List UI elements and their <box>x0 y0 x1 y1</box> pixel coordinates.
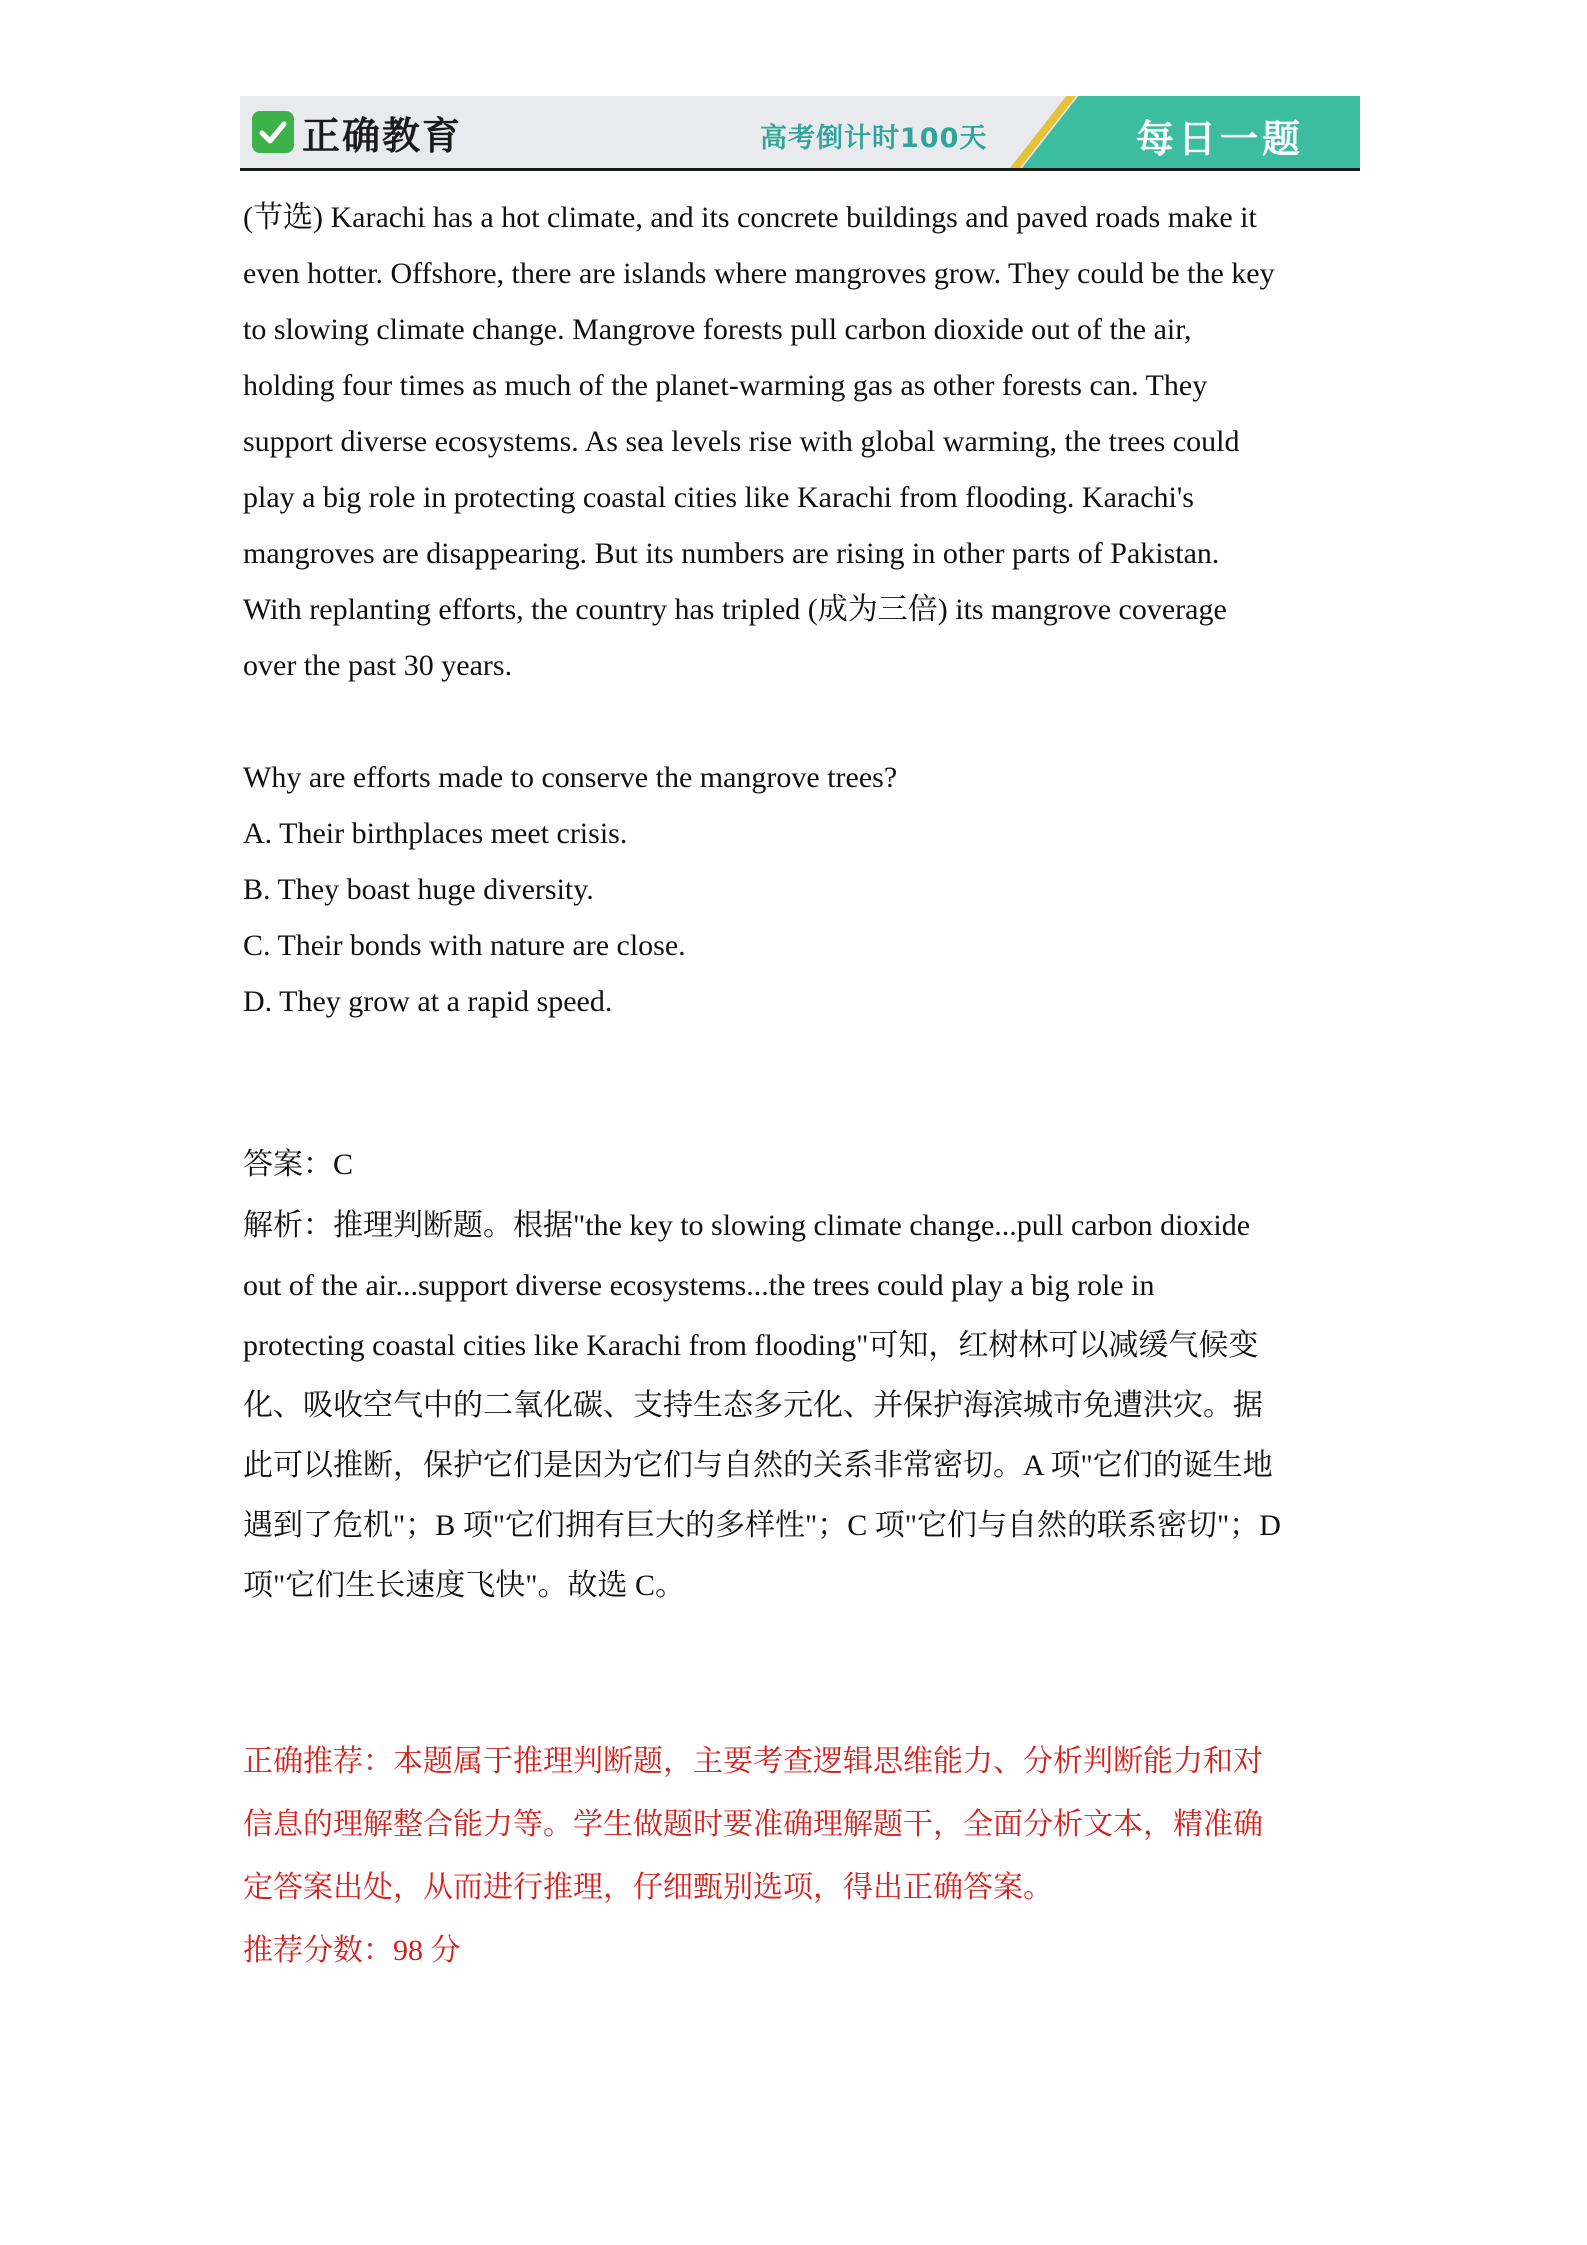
passage-line: support diverse ecosystems. As sea levels rise with global warming, the trees could <box>243 425 1240 458</box>
brand-name: 正确教育 <box>302 113 463 158</box>
analysis-line: out of the air...support diverse ecosystems...the trees could play a big role in <box>243 1269 1155 1302</box>
passage-line: over the past 30 years. <box>243 649 513 682</box>
passage-line: mangroves are disappearing. But its numbers are rising in other parts of Pakistan. <box>243 537 1220 570</box>
recommendation-block <box>243 1730 1363 1982</box>
question-stem: Why are efforts made to conserve the mangrove trees? <box>243 761 898 794</box>
reading-passage <box>243 190 1363 694</box>
analysis-line: protecting coastal cities like Karachi from flooding"可知，红树林可以减缓气候变 <box>243 1329 1259 1362</box>
analysis-block <box>243 1196 1363 1616</box>
analysis-line: 此可以推断，保护它们是因为它们与自然的关系非常密切。A 项"它们的诞生地 <box>243 1449 1273 1482</box>
analysis-line: 解析：推理判断题。根据"the key to slowing climate change...pull carbon dioxide <box>243 1209 1251 1242</box>
analysis-line: 化、吸收空气中的二氧化碳、支持生态多元化、并保护海滨城市免遭洪灾。据 <box>243 1389 1263 1422</box>
passage-line: even hotter. Offshore, there are islands where mangroves grow. They could be the key <box>243 257 1275 290</box>
header-divider <box>240 168 1360 171</box>
passage-line: With replanting efforts, the country has tripled (成为三倍) its mangrove coverage <box>243 593 1227 626</box>
recommended-score: 推荐分数：98 分 <box>243 1934 461 1967</box>
recommendation-line: 信息的理解整合能力等。学生做题时要准确理解题干，全面分析文本，精准确 <box>243 1808 1263 1841</box>
header-banner <box>240 96 1360 168</box>
countdown-label: 高考倒计时100天 <box>760 123 988 154</box>
option-a: A. Their birthplaces meet crisis. <box>243 817 628 850</box>
answer-block <box>243 1134 1363 1196</box>
recommendation-line: 定答案出处，从而进行推理，仔细甄别选项，得出正确答案。 <box>243 1871 1053 1904</box>
passage-line: holding four times as much of the planet-warming gas as other forests can. They <box>243 369 1208 402</box>
recommendation-line: 正确推荐：本题属于推理判断题，主要考查逻辑思维能力、分析判断能力和对 <box>243 1745 1263 1778</box>
option-c: C. Their bonds with nature are close. <box>243 929 686 962</box>
document-body <box>243 190 1363 1982</box>
daily-question-label: 每日一题 <box>1135 117 1304 161</box>
option-b: B. They boast huge diversity. <box>243 873 594 906</box>
passage-line: to slowing climate change. Mangrove forests pull carbon dioxide out of the air, <box>243 313 1192 346</box>
question-block <box>243 750 1363 1030</box>
analysis-line: 遇到了危机"；B 项"它们拥有巨大的多样性"；C 项"它们与自然的联系密切"；D <box>243 1509 1281 1542</box>
option-d: D. They grow at a rapid speed. <box>243 985 613 1018</box>
brand-logo <box>252 108 462 156</box>
passage-line: play a big role in protecting coastal cities like Karachi from flooding. Karachi's <box>243 481 1194 514</box>
answer-line: 答案：C <box>243 1148 354 1181</box>
checkmark-icon <box>252 111 294 153</box>
passage-line: (节选) Karachi has a hot climate, and its concrete buildings and paved roads make it <box>243 201 1257 234</box>
analysis-line: 项"它们生长速度飞快"。故选 C。 <box>243 1569 686 1602</box>
